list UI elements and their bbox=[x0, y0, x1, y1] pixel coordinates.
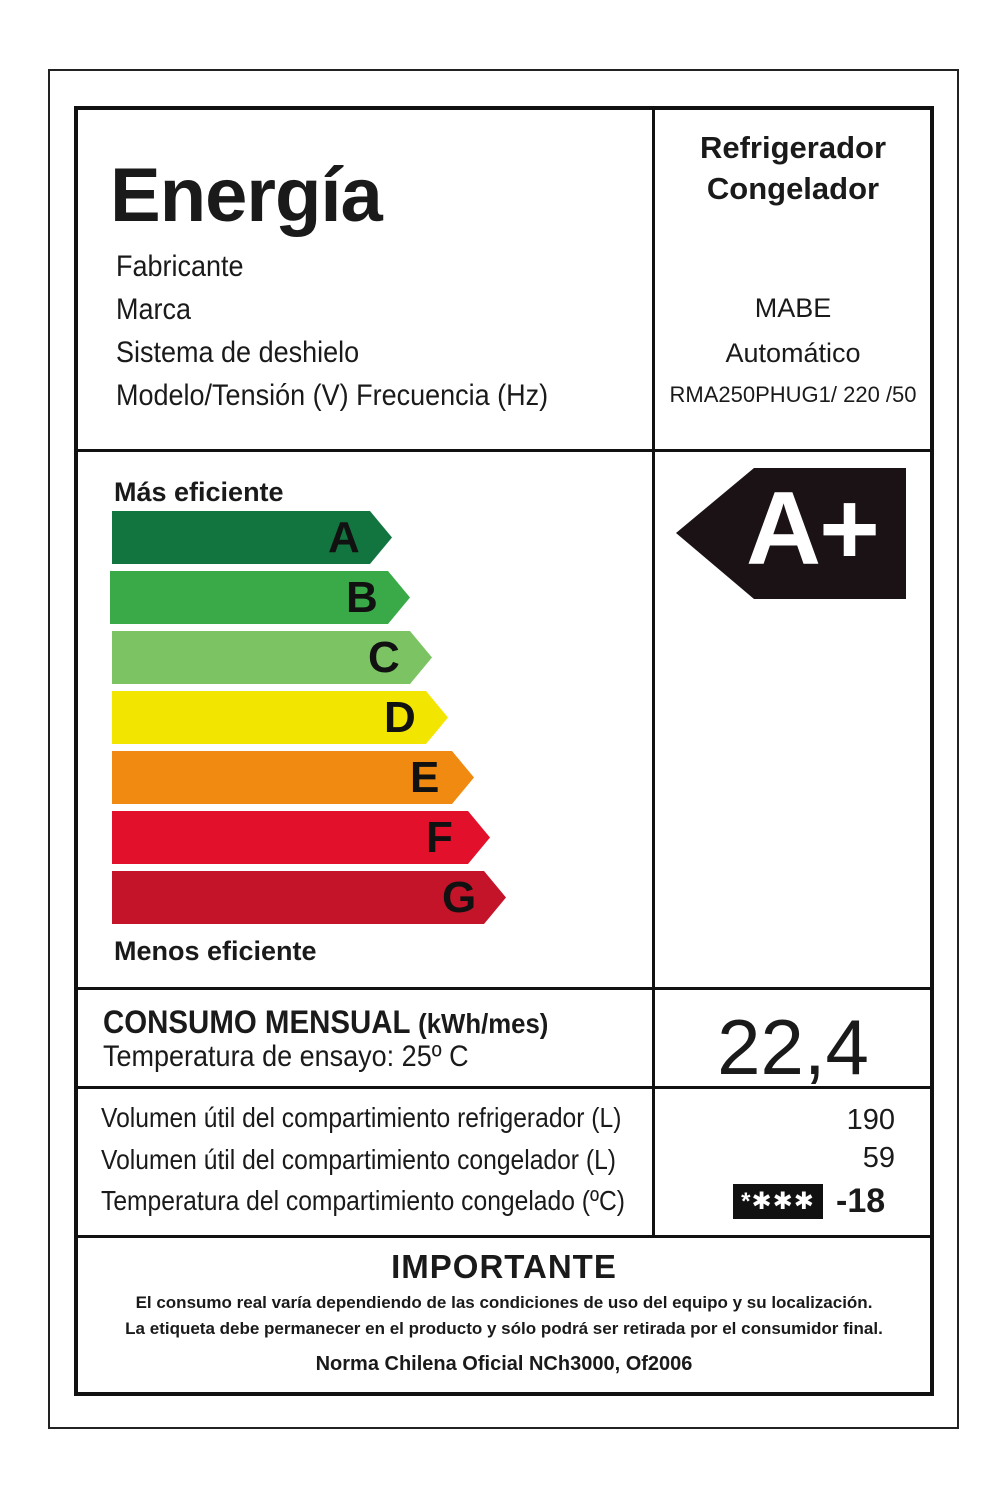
scale-bottom-label: Menos eficiente bbox=[114, 936, 317, 966]
efficiency-letter: G bbox=[442, 873, 477, 922]
efficiency-bar-f bbox=[112, 811, 490, 864]
norma-reference: Norma Chilena Oficial NCh3000, Of2006 bbox=[315, 1353, 693, 1375]
consumo-unit: (kWh/mes) bbox=[418, 1008, 549, 1039]
spec-label-marca: Marca bbox=[116, 293, 192, 326]
efficiency-letter: A bbox=[328, 513, 360, 562]
freezer-temperature-label: Temperatura del compartimiento congelado (ºC) bbox=[101, 1185, 625, 1216]
efficiency-bar-e bbox=[112, 751, 474, 804]
importante-heading: IMPORTANTE bbox=[391, 1248, 617, 1285]
efficiency-bar-g bbox=[112, 871, 506, 924]
consumo-value: 22,4 bbox=[717, 1003, 869, 1091]
spec-label-fabricante: Fabricante bbox=[116, 250, 244, 283]
consumo-test-temperature: Temperatura de ensayo: 25º C bbox=[103, 1040, 469, 1073]
freezer-temperature-value: -18 bbox=[836, 1182, 886, 1220]
freezer-volume-value: 59 bbox=[862, 1142, 895, 1174]
spec-value-marca: MABE bbox=[754, 293, 832, 323]
freezer-star-rating-icon: *✱✱✱ bbox=[733, 1184, 823, 1219]
spec-label-modelo: Modelo/Tensión (V) Frecuencia (Hz) bbox=[116, 379, 549, 412]
consumo-heading bbox=[103, 1004, 548, 1041]
appliance-line-1: Refrigerador bbox=[699, 130, 887, 165]
footer-note-1: El consumo real varía dependiendo de las condiciones de uso del equipo y su localización. bbox=[135, 1293, 873, 1312]
efficiency-letter: E bbox=[410, 753, 440, 802]
consumo-title: CONSUMO MENSUAL bbox=[103, 1004, 410, 1040]
refrigerator-volume-label: Volumen útil del compartimiento refrigerador (L) bbox=[101, 1102, 622, 1133]
divider-specs bbox=[74, 449, 934, 452]
refrigerator-volume-value: 190 bbox=[846, 1104, 895, 1136]
footer-note-2: La etiqueta debe permanecer en el producto y sólo podrá ser retirada por el consumidor final. bbox=[125, 1319, 883, 1338]
divider-scale bbox=[74, 987, 934, 990]
efficiency-bar-c bbox=[112, 631, 432, 684]
label-title: Energía bbox=[110, 153, 382, 238]
scale-top-label: Más eficiente bbox=[114, 477, 284, 507]
spec-value-deshielo: Automático bbox=[725, 338, 861, 368]
freezer-volume-label: Volumen útil del compartimiento congelador (L) bbox=[101, 1144, 616, 1175]
efficiency-letter: D bbox=[384, 693, 416, 742]
efficiency-letter: F bbox=[426, 813, 453, 862]
efficiency-bar-d bbox=[112, 691, 448, 744]
rating-class: A+ bbox=[746, 471, 878, 587]
spec-label-deshielo: Sistema de deshielo bbox=[116, 336, 360, 369]
efficiency-bar-a bbox=[112, 511, 392, 564]
efficiency-letter: C bbox=[368, 633, 400, 682]
divider-volumes bbox=[74, 1235, 934, 1238]
spec-value-modelo: RMA250PHUG1/ 220 /50 bbox=[669, 382, 917, 407]
rating-arrow bbox=[676, 468, 906, 599]
efficiency-bar-b bbox=[110, 571, 410, 624]
appliance-type bbox=[655, 127, 931, 209]
appliance-line-2: Congelador bbox=[706, 171, 880, 206]
efficiency-letter: B bbox=[346, 573, 378, 622]
